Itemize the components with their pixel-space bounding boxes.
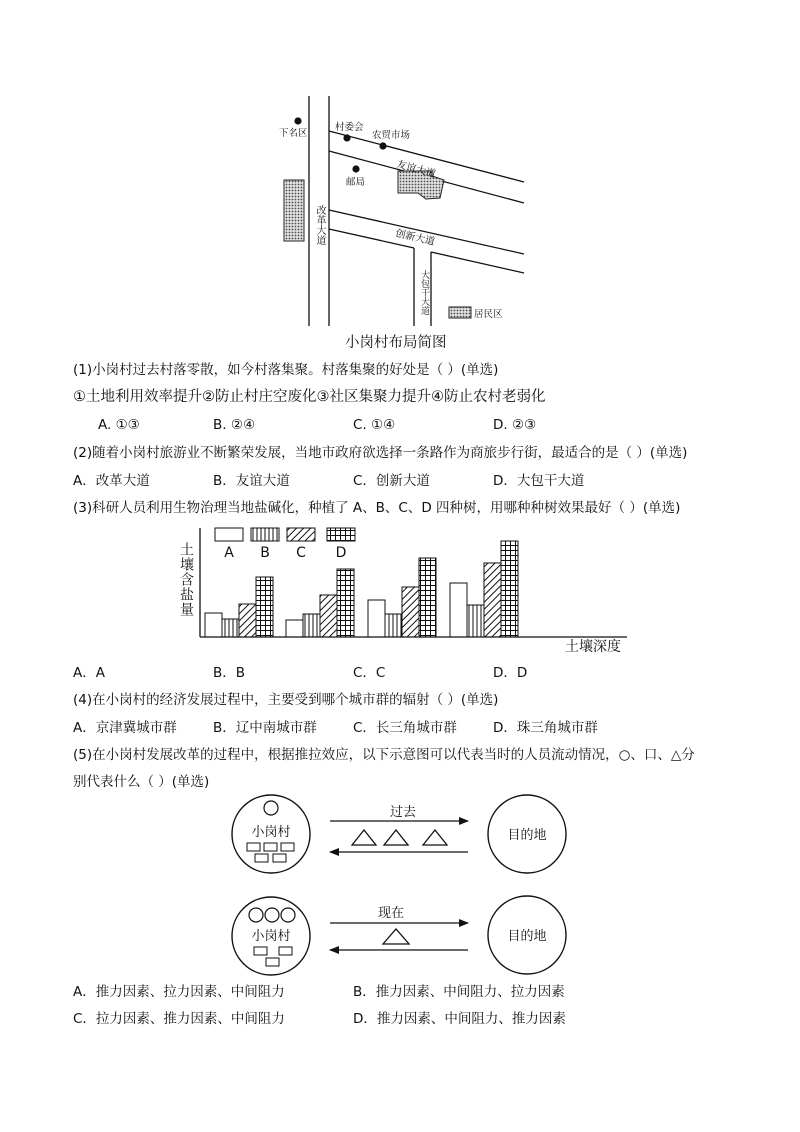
nongmao-dot — [379, 142, 386, 149]
bar-B-depth-3 — [385, 614, 402, 637]
q1-stem: (1)小岗村过去村落零散，如今村落集聚。村落集聚的好处是（ ）(单选) — [73, 362, 499, 378]
label-youyi-road: 友谊大道 — [395, 159, 437, 181]
now-origin-label: 小岗村 — [251, 929, 291, 944]
legend-label-C: C — [296, 545, 306, 561]
chart-ylabel: 土壤含盐量 — [178, 542, 194, 617]
past-square-5 — [273, 854, 286, 862]
legend-swatch-B — [251, 528, 279, 541]
q3-option-c[interactable]: C．C — [353, 665, 386, 681]
bar-C-depth-1 — [239, 604, 256, 637]
past-triangle-2 — [384, 830, 408, 845]
now-square-3 — [266, 958, 279, 966]
bar-A-depth-2 — [286, 620, 303, 637]
residential-area-west — [284, 180, 304, 241]
now-destination-label: 目的地 — [507, 929, 547, 944]
legend-label-A: A — [224, 545, 234, 561]
now-square-2 — [279, 947, 292, 955]
label-legend: 居民区 — [474, 309, 503, 320]
q1-option-a[interactable]: A. ①③ — [98, 417, 140, 433]
label-nongmao: 农贸市场 — [372, 130, 411, 141]
past-circle-icon — [264, 801, 278, 815]
now-triangle — [383, 929, 409, 944]
xiaqu-dot — [294, 117, 301, 124]
legend-swatch-D — [327, 528, 355, 541]
q1-option-d[interactable]: D. ②③ — [493, 417, 537, 433]
now-circle-icon-3 — [281, 908, 295, 922]
label-dabao-road: 大包干大道 — [419, 270, 429, 315]
label-chuangxin-road: 创新大道 — [394, 228, 436, 248]
bar-C-depth-2 — [320, 595, 337, 637]
q5-option-b[interactable]: B．推力因素、中间阻力、拉力因素 — [353, 984, 565, 1000]
legend-swatch-C — [287, 528, 315, 541]
now-circle-icon-2 — [265, 908, 279, 922]
q4-option-c[interactable]: C．长三角城市群 — [353, 720, 457, 736]
chuangxin-road-edge-bottom-2 — [431, 252, 524, 273]
salt-content-chart — [0, 520, 800, 660]
q2-option-c[interactable]: C．创新大道 — [353, 473, 430, 489]
past-triangle-3 — [423, 830, 447, 845]
past-triangle-1 — [352, 830, 376, 845]
q2-option-b[interactable]: B．友谊大道 — [213, 473, 290, 489]
now-circle-icon-1 — [249, 908, 263, 922]
q5-stem-line2: 别代表什么（ ）(单选) — [73, 774, 210, 790]
q4-option-d[interactable]: D．珠三角城市群 — [493, 720, 598, 736]
legend-label-B: B — [260, 545, 270, 561]
q3-option-b[interactable]: B．B — [213, 665, 246, 681]
label-gaige-road: 改革大道 — [314, 205, 325, 245]
q4-stem: (4)在小岗村的经济发展过程中，主要受到哪个城市群的辐射（ ）(单选) — [73, 692, 499, 708]
bar-A-depth-1 — [205, 613, 222, 637]
past-square-2 — [264, 843, 277, 851]
label-youju: 邮局 — [346, 177, 366, 188]
push-pull-diagram — [0, 790, 800, 980]
past-label: 过去 — [390, 805, 417, 820]
q5-stem-line1: (5)在小岗村发展改革的过程中，根据推拉效应，以下示意图可以代表当时的人员流动情况，○、口、△分 — [73, 747, 695, 763]
chart-xlabel: 土壤深度 — [565, 639, 621, 655]
youju-dot — [352, 165, 359, 172]
q5-option-d[interactable]: D．推力因素、中间阻力、推力因素 — [353, 1011, 566, 1027]
q5-option-a[interactable]: A．推力因素、拉力因素、中间阻力 — [73, 984, 285, 1000]
q5-option-c[interactable]: C．拉力因素、推力因素、中间阻力 — [73, 1011, 285, 1027]
q1-option-c[interactable]: C. ①④ — [353, 417, 396, 433]
now-square-1 — [254, 947, 267, 955]
bar-D-depth-2 — [337, 569, 354, 637]
chuangxin-road-edge-top — [329, 210, 524, 254]
legend-label-D: D — [335, 545, 347, 561]
label-cunweihui: 村委会 — [335, 122, 364, 133]
q2-option-a[interactable]: A．改革大道 — [73, 473, 150, 489]
map-caption: 小岗村布局简图 — [345, 335, 447, 351]
q2-stem: (2)随着小岗村旅游业不断繁荣发展，当地市政府欲选择一条路作为商旅步行街，最适合的是（ ）(单选) — [73, 445, 688, 461]
q2-option-d[interactable]: D．大包干大道 — [493, 473, 585, 489]
past-square-3 — [281, 843, 294, 851]
past-square-4 — [255, 854, 268, 862]
bar-A-depth-3 — [368, 600, 385, 637]
bar-D-depth-4 — [501, 541, 518, 637]
bar-A-depth-4 — [450, 583, 467, 637]
now-label: 现在 — [378, 906, 405, 921]
q3-option-d[interactable]: D．D — [493, 665, 528, 681]
q3-option-a[interactable]: A．A — [73, 665, 105, 681]
bar-B-depth-1 — [222, 619, 239, 637]
legend-swatch-A — [215, 528, 243, 541]
bar-B-depth-2 — [303, 614, 320, 637]
past-destination-label: 目的地 — [507, 828, 547, 843]
bar-D-depth-1 — [256, 577, 273, 637]
bar-D-depth-3 — [419, 558, 436, 637]
q1-items: ①土地利用效率提升②防止村庄空废化③社区集聚力提升④防止农村老弱化 — [73, 389, 546, 405]
label-xiaqu: 下名区 — [279, 128, 308, 139]
past-origin-label: 小岗村 — [251, 825, 291, 840]
past-square-1 — [247, 843, 260, 851]
q3-stem: (3)科研人员利用生物治理当地盐碱化，种植了 A、B、C、D 四种树，用哪种种树效果最好（ ）(单选) — [73, 500, 681, 516]
cunweihui-dot — [343, 134, 350, 141]
village-map-drawing — [0, 0, 800, 340]
bar-B-depth-4 — [467, 605, 484, 637]
bar-C-depth-4 — [484, 563, 501, 637]
bar-C-depth-3 — [402, 587, 419, 637]
q4-option-b[interactable]: B．辽中南城市群 — [213, 720, 317, 736]
q1-option-b[interactable]: B. ②④ — [213, 417, 256, 433]
q4-option-a[interactable]: A．京津冀城市群 — [73, 720, 177, 736]
legend-swatch — [449, 307, 471, 318]
